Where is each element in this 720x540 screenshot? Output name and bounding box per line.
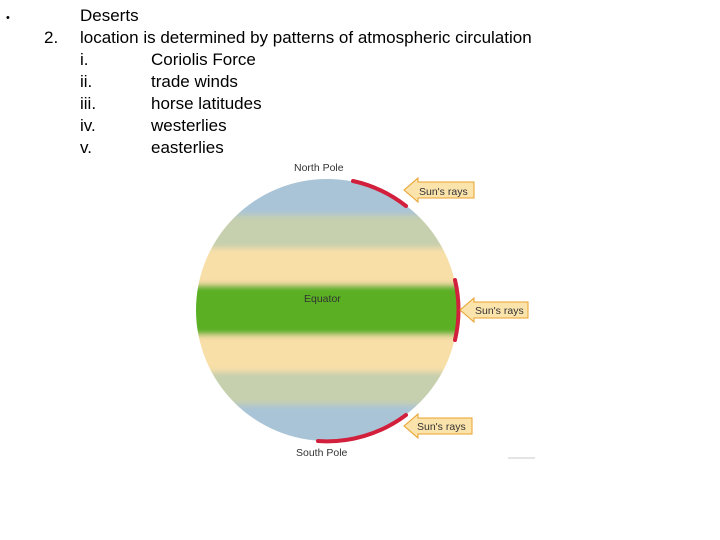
list-number: 2. <box>44 28 59 47</box>
item-text-2: trade winds <box>151 72 238 91</box>
bullet: • <box>6 12 10 24</box>
heading: Deserts <box>80 6 139 25</box>
north-pole-label: North Pole <box>294 162 344 174</box>
item-text-1: Coriolis Force <box>151 50 256 69</box>
item-text-3: horse latitudes <box>151 94 262 113</box>
sun-rays-label-equator: Sun's rays <box>475 305 524 317</box>
item-numeral-2: ii. <box>80 72 93 91</box>
globe <box>180 170 480 445</box>
sun-rays-label-north: Sun's rays <box>419 186 468 198</box>
sun-rays-arrow-equator <box>460 298 528 322</box>
subtropic-band-south <box>180 335 480 372</box>
equator-label: Equator <box>304 293 341 305</box>
temperate-band-south <box>180 372 480 405</box>
item-numeral-5: v. <box>80 138 92 157</box>
item-text-5: easterlies <box>151 138 224 157</box>
description-line: location is determined by patterns of atmospheric circulation <box>80 28 532 47</box>
sun-rays-arrow-north <box>404 178 474 202</box>
sun-rays-arrow-south <box>404 414 472 438</box>
sun-rays-label-south: Sun's rays <box>417 421 466 433</box>
south-pole-label: South Pole <box>296 447 348 459</box>
item-numeral-4: iv. <box>80 116 96 135</box>
subtropic-band-north <box>180 248 480 285</box>
item-text-4: westerlies <box>151 116 227 135</box>
item-numeral-3: iii. <box>80 94 97 113</box>
item-numeral-1: i. <box>80 50 89 69</box>
temperate-band-north <box>180 215 480 248</box>
